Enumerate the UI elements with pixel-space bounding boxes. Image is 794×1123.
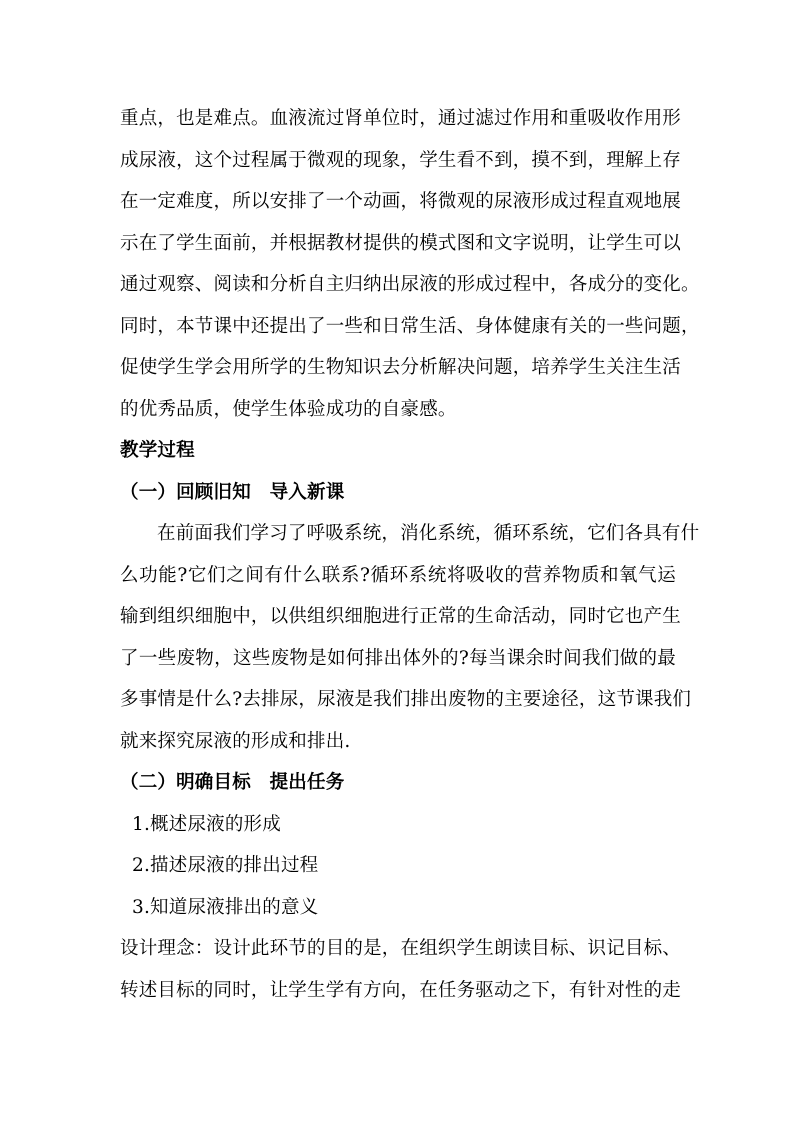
text-line: 就来探究尿液的形成和排出.	[120, 730, 351, 752]
list-item: 3.知道尿液排出的意义	[132, 896, 319, 918]
text-line: 么功能?它们之间有什么联系?循环系统将吸收的营养物质和氧气运	[120, 564, 676, 586]
part1-heading: （一）回顾旧知 导入新课	[120, 481, 345, 503]
text-line: 在一定难度，所以安排了一个动画，将微观的尿液形成过程直观地展	[120, 191, 682, 212]
section-title: 教学过程	[120, 440, 195, 461]
text-line: 在前面我们学习了呼吸系统，消化系统，循环系统，它们各具有什	[157, 523, 700, 544]
paragraph-intro	[120, 98, 700, 430]
text-line: 的优秀品质，使学生体验成功的自豪感。	[120, 398, 457, 420]
list-item: 2.描述尿液的排出过程	[132, 855, 319, 876]
paragraph-design	[120, 928, 682, 1011]
text-line: 通过观察、阅读和分析自主归纳出尿液的形成过程中，各成分的变化。	[120, 274, 700, 295]
text-line: 了一些废物，这些废物是如何排出体外的?每当课余时间我们做的最	[120, 647, 676, 669]
part2-heading: （二）明确目标 提出任务	[120, 772, 345, 793]
objectives-list	[120, 804, 676, 929]
paragraph-review	[120, 513, 700, 762]
text-line: 同时，本节课中还提出了一些和日常生活、身体健康有关的一些问题，	[120, 315, 700, 337]
text-line: 转述目标的同时，让学生学有方向，在任务驱动之下，有针对性的走	[120, 979, 682, 1001]
text-line: 促使学生学会用所学的生物知识去分析解决问题，培养学生关注生活	[120, 357, 682, 378]
text-line: 设计理念：设计此环节的目的是，在组织学生朗读目标、识记目标、	[120, 938, 682, 959]
list-item: 1.概述尿液的形成	[132, 813, 281, 835]
text-line: 示在了学生面前，并根据教材提供的模式图和文字说明，让学生可以	[120, 232, 682, 254]
text-line: 多事情是什么?去排尿，尿液是我们排出废物的主要途径，这节课我们	[120, 689, 692, 710]
document-body	[120, 98, 700, 1011]
text-line: 输到组织细胞中，以供组织细胞进行正常的生命活动，同时它也产生	[120, 606, 682, 627]
text-line: 重点，也是难点。血液流过肾单位时，通过滤过作用和重吸收作用形	[120, 108, 682, 129]
text-line: 成尿液，这个过程属于微观的现象，学生看不到，摸不到，理解上存	[120, 149, 682, 171]
